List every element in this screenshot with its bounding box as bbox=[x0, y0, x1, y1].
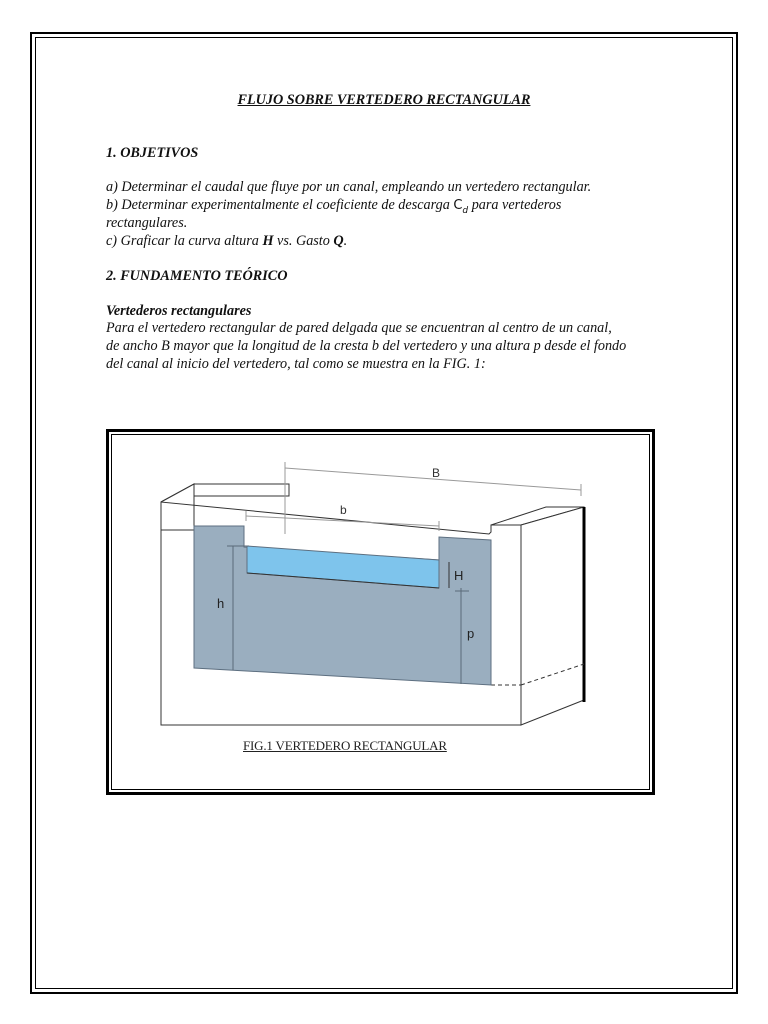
section1-heading: 1. OBJETIVOS bbox=[106, 145, 199, 161]
right-wall-side bbox=[521, 507, 584, 725]
section2-heading: 2. FUNDAMENTO TEÓRICO bbox=[106, 268, 288, 284]
objective-a: a) Determinar el caudal que fluye por un canal, empleando un vertedero rectangular. bbox=[106, 179, 592, 195]
objective-b: b) Determinar experimentalmente el coeficiente de descarga $C_d$ para vertederos bbox=[106, 197, 562, 216]
figure-1 bbox=[106, 429, 655, 795]
document-title: FLUJO SOBRE VERTEDERO RECTANGULAR bbox=[237, 92, 531, 108]
dimension-line-b bbox=[246, 516, 439, 526]
water-body bbox=[194, 526, 491, 685]
objective-c: c) Graficar la curva altura H vs. Gasto Q. bbox=[106, 233, 348, 249]
section2-subheading: Vertederos rectangulares bbox=[106, 303, 252, 319]
label-h: h bbox=[217, 596, 225, 611]
paragraph-line-1: Para el vertedero rectangular de pared delgada que se encuentran al centro de un canal, bbox=[106, 320, 612, 336]
figure-caption: FIG.1 VERTEDERO RECTANGULAR bbox=[243, 738, 447, 753]
objective-b-cont: rectangulares. bbox=[106, 215, 188, 231]
label-b: b bbox=[340, 503, 347, 517]
paragraph-line-2: de ancho B mayor que la longitud de la cresta b del vertedero y una altura p desde el fondo bbox=[106, 338, 627, 354]
cd-subscript: d bbox=[462, 205, 469, 216]
label-p: p bbox=[467, 626, 475, 641]
label-B: B bbox=[432, 466, 441, 480]
cd-symbol: C bbox=[453, 198, 463, 213]
left-wall-face bbox=[161, 484, 194, 530]
label-H: H bbox=[454, 568, 464, 583]
paragraph-line-3: del canal al inicio del vertedero, tal como se muestra en la FIG. 1: bbox=[106, 356, 486, 372]
